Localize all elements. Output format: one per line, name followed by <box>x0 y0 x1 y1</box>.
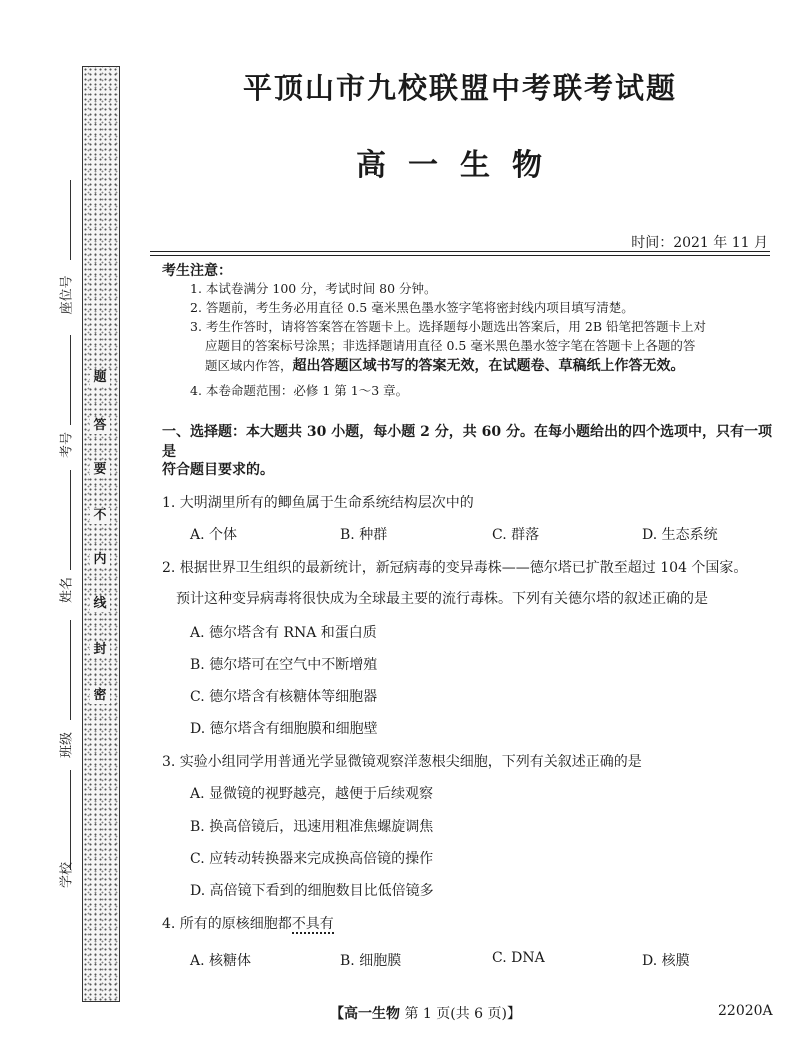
binding-strip <box>82 66 120 1002</box>
question-stem: 1. 大明湖里所有的鲫鱼属于生命系统结构层次中的 <box>162 495 474 511</box>
question-stem <box>162 913 782 933</box>
option-a[interactable]: A. 核糖体 <box>190 953 252 969</box>
seal-char: 线 <box>90 596 110 612</box>
section-heading: 一、选择题：本大题共 30 小题，每小题 2 分，共 60 分。在每小题给出的四个选项中，只有一项是 <box>162 424 772 460</box>
seal-char: 要 <box>90 462 110 478</box>
paper-code: 22020A <box>718 1003 773 1019</box>
option-b[interactable]: B. 德尔塔可在空气中不断增殖 <box>190 657 378 673</box>
exam-title: 平顶山市九校联盟中考联考试题 <box>242 71 677 105</box>
exam-number-line[interactable] <box>70 335 71 425</box>
seal-char: 封 <box>90 642 110 658</box>
school-line[interactable] <box>70 770 71 870</box>
seal-char: 题 <box>90 370 110 386</box>
option-b[interactable]: B. 种群 <box>340 527 388 543</box>
option-b[interactable]: B. 细胞膜 <box>340 953 402 969</box>
option-c[interactable]: C. DNA <box>492 950 545 966</box>
option-d[interactable]: D. 高倍镜下看到的细胞数目比低倍镜多 <box>190 883 434 899</box>
notice-item: 应题目的答案标号涂黑；非选择题请用直径 0.5 毫米黑色墨水签字笔在答题卡上各题的答 <box>205 338 696 353</box>
notice-item: 1. 本试卷满分 100 分，考试时间 80 分钟。 <box>190 281 437 296</box>
question-stem: 3. 实验小组同学用普通光学显微镜观察洋葱根尖细胞，下列有关叙述正确的是 <box>162 754 642 770</box>
page-footer <box>330 1003 521 1023</box>
footer-subject: 【高一生物 <box>330 1006 400 1022</box>
exam-number-label: 考号 <box>59 431 75 459</box>
option-a[interactable]: A. 德尔塔含有 RNA 和蛋白质 <box>190 625 377 641</box>
name-label: 姓名 <box>59 576 75 604</box>
question-stem: 2. 根据世界卫生组织的最新统计，新冠病毒的变异毒株——德尔塔已扩散至超过 104 个国家。 <box>162 560 748 576</box>
seat-number-label: 座位号 <box>59 275 75 315</box>
option-c[interactable]: C. 应转动转换器来完成换高倍镜的操作 <box>190 851 434 867</box>
seal-char: 密 <box>90 688 110 704</box>
class-line[interactable] <box>70 620 71 720</box>
name-line[interactable] <box>70 470 71 570</box>
option-a[interactable]: A. 个体 <box>190 527 238 543</box>
subject-title: 高一生物 <box>356 148 564 183</box>
question-stem: 预计这种变异病毒将很快成为全球最主要的流行毒株。下列有关德尔塔的叙述正确的是 <box>176 591 708 607</box>
header-divider <box>150 251 770 252</box>
option-c[interactable]: C. 德尔塔含有核糖体等细胞器 <box>190 689 378 705</box>
notice-emphasis: 超出答题区域书写的答案无效，在试题卷、草稿纸上作答无效。 <box>292 358 685 374</box>
exam-date: 时间：2021 年 11 月 <box>631 235 768 251</box>
option-d[interactable]: D. 生态系统 <box>642 527 718 543</box>
question-text: 4. 所有的原核细胞都 <box>162 916 292 932</box>
option-c[interactable]: C. 群落 <box>492 527 540 543</box>
class-label: 班级 <box>59 731 75 759</box>
emphasis-text: 不具有 <box>291 916 334 932</box>
header-divider <box>150 255 770 256</box>
option-d[interactable]: D. 核膜 <box>642 953 690 969</box>
seal-char: 答 <box>90 418 110 434</box>
footer-page: 第 1 页(共 6 页)】 <box>404 1006 521 1022</box>
option-b[interactable]: B. 换高倍镜后，迅速用粗准焦螺旋调焦 <box>190 819 434 835</box>
seal-char: 不 <box>90 508 110 524</box>
notice-item <box>205 357 780 375</box>
seal-char: 内 <box>90 552 110 568</box>
option-d[interactable]: D. 德尔塔含有细胞膜和细胞壁 <box>190 721 378 737</box>
school-label: 学校 <box>59 861 75 889</box>
seat-number-line[interactable] <box>70 180 71 260</box>
option-a[interactable]: A. 显微镜的视野越亮，越便于后续观察 <box>190 786 434 802</box>
notice-item: 4. 本卷命题范围：必修 1 第 1～3 章。 <box>190 383 409 398</box>
notice-text: 题区域内作答， <box>205 358 293 373</box>
notice-title: 考生注意： <box>162 263 232 279</box>
notice-item: 3. 考生作答时，请将答案答在答题卡上。选择题每小题选出答案后，用 2B 铅笔把答题卡上对 <box>190 319 706 334</box>
section-heading: 符合题目要求的。 <box>162 462 274 478</box>
notice-item: 2. 答题前，考生务必用直径 0.5 毫米黑色墨水签字笔将密封线内项目填写清楚。 <box>190 300 634 315</box>
